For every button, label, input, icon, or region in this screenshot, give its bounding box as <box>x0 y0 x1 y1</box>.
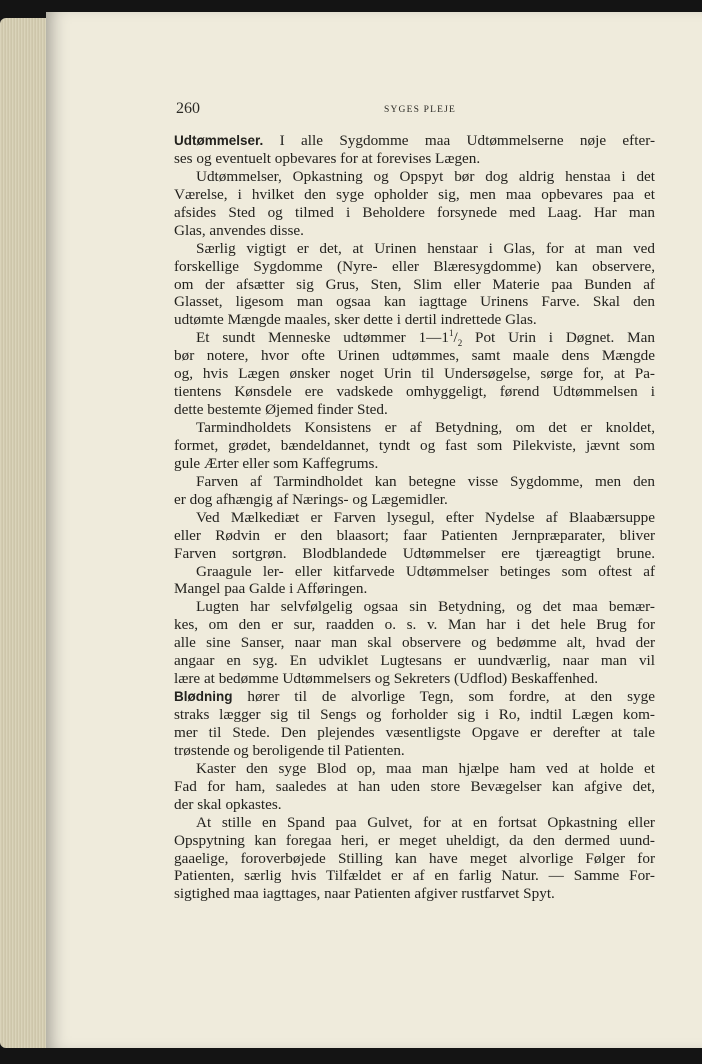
text-line: forskellige Sygdomme (Nyre- eller Blæresygdomme) kan observere, <box>174 257 655 275</box>
text-line: alle sine Sanser, naar man skal observere og bedømme alt, hvad der <box>174 634 655 652</box>
text-line: Glasset, ligesom man ogsaa kan iagttage Urinens Farve. Skal den <box>174 293 655 311</box>
text-line: udtømte Mængde maales, sker dette i dertil indrettede Glas. <box>174 311 537 329</box>
text-line: afsides Sted og tilmed i Beholdere forsynede med Laag. Har man <box>174 203 655 221</box>
text-line: Opspytning kan foregaa heri, er meget uheldigt, da den dermed uund- <box>174 831 655 849</box>
body-text <box>174 132 655 903</box>
text-line: Kaster den syge Blod op, maa man hjælpe ham ved at holde et <box>196 759 655 777</box>
text-line: Glas, anvendes disse. <box>174 221 304 239</box>
section-heading: Udtømmelser. <box>174 133 264 148</box>
page-header <box>176 100 656 122</box>
page-edge <box>0 18 52 1048</box>
text-line: Lugten har selvfølgelig ogsaa sin Betydning, og det maa bemær- <box>196 598 655 616</box>
text-line: Mangel paa Galde i Afføringen. <box>174 580 368 598</box>
text-line: om der afsætter sig Grus, Sten, Slim eller Materie paa Bunden af <box>174 275 655 293</box>
text-line: gaaelige, foroverbøjede Stilling kan have meget alvorlige Følger for <box>174 849 655 867</box>
text-line: Udtømmelser. I alle Sygdomme maa Udtømmelserne nøje efter- <box>174 132 655 149</box>
text-line: ses og eventuelt opbevares for at forevises Lægen. <box>174 149 481 167</box>
text-line: formet, grødet, bændeldannet, tyndt og fast som Pilekviste, jævnt som <box>174 436 655 454</box>
text-line: Patienten, særlig hvis Tilfældet er af en farlig Natur. — Samme For- <box>174 867 655 885</box>
text-line: trøstende og beroligende til Patienten. <box>174 741 405 759</box>
text-line: der skal opkastes. <box>174 795 282 813</box>
text-line: Ved Mælkediæt er Farven lysegul, efter Nydelse af Blaabærsuppe <box>196 508 655 526</box>
text-line: og, hvis Lægen ønsker noget Urin til Undersøgelse, sørge for, at Pa- <box>174 365 655 383</box>
text-line: Et sundt Menneske udtømmer $1—1^1/_2$ Pot Urin i Døgnet. Man <box>196 328 655 349</box>
text-line: dette bestemte Øjemed finder Sted. <box>174 401 388 419</box>
text-line: eller Rødvin er den blaasort; faar Patienten Jernpræparater, bliver <box>174 526 655 544</box>
text-line: kes, om den er sur, raadden o. s. v. Man har i det hele Brug for <box>174 616 655 634</box>
text-line: Blødning hører til de alvorlige Tegn, som fordre, at den syge <box>174 688 655 706</box>
text-line: lære at bedømme Udtømmelsers og Sekreters (Udflod) Beskaffenhed. <box>174 670 599 688</box>
text-line: Farven af Tarmindholdet kan betegne visse Sygdomme, men den <box>196 472 655 490</box>
text-line: At stille en Spand paa Gulvet, for at en fortsat Opkastning eller <box>196 813 655 831</box>
page-number: 260 <box>176 100 200 117</box>
text-line: Fad for ham, saaledes at han uden store Bevægelser kan afgive det, <box>174 777 655 795</box>
text-line: mer til Stede. Den plejendes væsentligste Opgave er derefter at tale <box>174 723 655 741</box>
text-line: straks lægger sig til Sengs og forholder sig i Ro, indtil Lægen kom- <box>174 706 655 723</box>
running-head: SYGES PLEJE <box>384 105 457 115</box>
text-line: Graagule ler- eller kitfarvede Udtømmelser betinges som oftest af <box>196 562 655 580</box>
section-heading: Blødning <box>174 689 233 705</box>
text-line: angaar en syg. En udviklet Lugtesans er uundværlig, naar man vil <box>174 652 655 670</box>
text-line: Udtømmelser, Opkastning og Opspyt bør dog aldrig henstaa i det <box>196 167 655 185</box>
text-line: sigtighed maa iagttages, naar Patienten afgiver rustfarvet Spyt. <box>174 885 555 903</box>
text-line: Tarmindholdets Konsistens er af Betydning, om det er knoldet, <box>196 419 655 436</box>
text-line: tientens Kønsdele ere vadskede omhyggeligt, førend Udtømmelsen i <box>174 383 655 401</box>
text-line: gule Ærter eller som Kaffegrums. <box>174 454 379 472</box>
text-line: Værelse, i hvilket den syge opholder sig, men maa opbevares paa et <box>174 185 655 203</box>
text-line: er dog afhængig af Nærings- og Lægemidler. <box>174 490 448 508</box>
text-line: Farven sortgrøn. Blodblandede Udtømmelser ere tjæreagtigt brune. <box>174 544 655 562</box>
text-line: Særlig vigtigt er det, at Urinen henstaar i Glas, for at man ved <box>196 239 655 257</box>
text-line: bør notere, hvor ofte Urinen udtømmes, samt maale dens Mængde <box>174 347 655 365</box>
